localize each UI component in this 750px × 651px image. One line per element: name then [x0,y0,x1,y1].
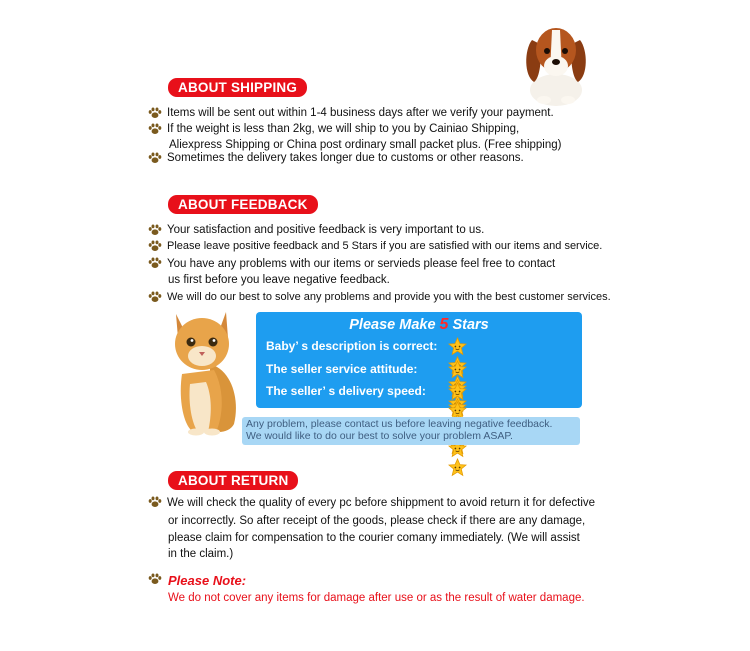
return-line-3: please claim for compensation to the courier comany immediately. (We will assist [168,532,580,544]
return-line-4: in the claim.) [168,548,234,560]
dog-illustration [522,20,590,106]
notice-box [242,417,580,445]
star-icon [448,337,467,356]
feedback-section-title: ABOUT FEEDBACK [168,195,318,214]
shipping-line-3: Aliexpress Shipping or China post ordinary small packet plus. (Free shipping) [169,139,562,151]
feedback-line-3: You have any problems with our items or servieds please feel free to contact [167,258,556,270]
star-group [448,382,472,402]
star-group [448,337,472,357]
rating-label: The seller’ s delivery speed: [266,384,426,398]
panel-title-post: Stars [452,317,489,333]
feedback-line-1: Your satisfaction and positive feedback is very important to us. [167,224,485,236]
rating-label: Baby’ s description is correct: [266,339,438,353]
panel-title-pre: Please Make [349,317,436,333]
notice-line-1: Any problem, please contact us before leaving negative feedback. [246,418,553,430]
paw-icon [148,152,162,164]
star-icon [448,458,467,477]
feedback-line-5: We will do our best to solve any problems and provide you with the best customer services. [167,291,611,303]
notice-line-2: We would like to do our best to solve your problem ASAP. [246,430,513,442]
paw-icon [148,573,162,585]
shipping-line-2: If the weight is less than 2kg, we will ship to you by Cainiao Shipping, [167,123,520,135]
panel-title-number: 5 [439,316,449,333]
please-note-text: We do not cover any items for damage after use or as the result of water damage. [168,592,585,604]
paw-icon [148,240,162,252]
shipping-line-1: Items will be sent out within 1-4 business days after we verify your payment. [167,107,554,119]
please-note-title: Please Note: [168,573,247,588]
star-group [448,360,472,380]
return-line-2: or incorrectly. So after receipt of the goods, please check if there are any damage, [168,515,586,527]
star-icon [448,360,467,379]
paw-icon [148,291,162,303]
stars-panel [256,312,582,408]
return-section-title: ABOUT RETURN [168,471,298,490]
feedback-line-2: Please leave positive feedback and 5 Stars if you are satisfied with our items and service. [167,240,603,252]
paw-icon [148,224,162,236]
paw-icon [148,257,162,269]
paw-icon [148,107,162,119]
stars-panel-title [256,316,582,334]
paw-icon [148,123,162,135]
return-line-1: We will check the quality of every pc before shippment to avoid return it for defective [167,497,596,509]
cat-illustration [170,304,244,436]
star-icon [448,382,467,401]
feedback-line-4: us first before you leave negative feedback. [168,274,390,286]
paw-icon [148,496,162,508]
shipping-section-title: ABOUT SHIPPING [168,78,307,97]
shipping-line-4: Sometimes the delivery takes longer due to customs or other reasons. [167,152,524,164]
rating-label: The seller service attitude: [266,362,418,376]
